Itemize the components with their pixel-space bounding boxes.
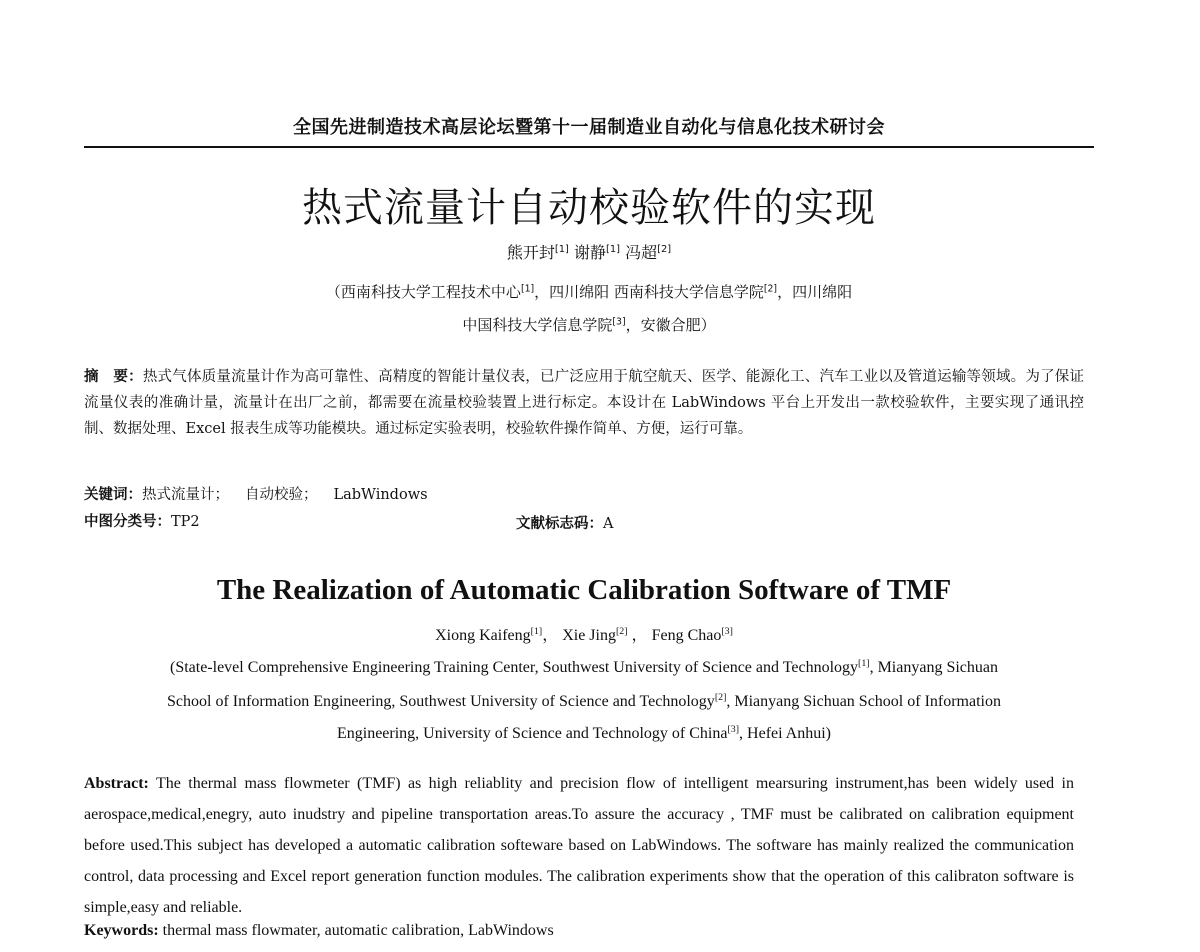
en-authors [84, 622, 1084, 645]
en-author-name: Xiong Kaifeng [435, 627, 531, 644]
cn-author-name: 冯超 [625, 243, 658, 262]
cn-affil-text: ，安徽合肥） [625, 316, 716, 334]
cn-keywords [84, 483, 444, 504]
cn-affiliation-line-2 [84, 314, 1094, 335]
cn-class-label: 中图分类号： [84, 514, 171, 530]
en-author-name: Xie Jing [562, 627, 616, 644]
en-abstract [84, 768, 1074, 923]
cn-author-name: 熊开封 [506, 243, 555, 262]
cn-abstract-text: 热式气体质量流量计作为高可靠性、高精度的智能计量仪表，已广泛应用于航空航天、医学、能源化工、汽车工业以及管道运输等领域。为了保证流量仪表的准确计量，流量计在出厂之前，都需要在流量校验装置上进行标定。本设计在 LabWindows 平台上开发出一款校验软件，主要实现了通讯控制、数据处理、Excel 报表生成等功能模块。通过标定实验表明，校验软件操作简单、方便，运行可靠。 [84, 369, 1085, 437]
cn-affil-text: ，四川绵阳 西南科技大学信息学院 [534, 283, 764, 301]
en-affiliation-line-2 [84, 693, 1084, 711]
en-affil-text: Engineering, University of Science and Technology of China [336, 725, 728, 742]
cn-class-value: TP2 [171, 514, 200, 530]
cn-author-mark: [1] [605, 244, 621, 256]
en-affil-text: , Mianyang Sichuan [869, 659, 998, 676]
cn-authors [84, 240, 1094, 263]
cn-abstract [84, 364, 1084, 442]
en-affil-mark: [1] [858, 658, 870, 670]
en-keywords [84, 922, 554, 940]
en-author-mark: [3] [721, 626, 733, 638]
cn-title: 热式流量计自动校验软件的实现 [302, 185, 876, 231]
cn-keyword: 热式流量计； [142, 487, 229, 503]
cn-keywords-label: 关键词： [84, 487, 142, 503]
en-affiliation-line-1 [84, 659, 1084, 677]
cn-author-mark: [2] [657, 244, 672, 256]
cn-doc-label: 文献标志码： [516, 516, 603, 532]
en-affil-text: (State-level Comprehensive Engineering Training Center, Southwest University of Science and Technology [169, 659, 859, 676]
cn-affil-text: （西南科技大学工程技术中心 [325, 283, 521, 301]
cn-doc-value: A [603, 516, 614, 532]
cn-classification [84, 510, 200, 531]
cn-affil-text: 中国科技大学信息学院 [462, 316, 613, 334]
en-author-mark: [1] [530, 626, 543, 638]
cn-document-code [516, 512, 613, 533]
cn-keyword: LabWindows [333, 487, 428, 503]
cn-author-mark: [1] [554, 244, 569, 256]
en-keywords-label: Keywords: [84, 922, 159, 939]
cn-author-name: 谢静 [573, 243, 606, 262]
en-title: The Realization of Automatic Calibration Software of TMF [216, 574, 952, 606]
en-affil-text: , Hefei Anhui) [739, 725, 832, 742]
header-rule [84, 146, 1094, 148]
en-author-mark: [2] [615, 626, 628, 638]
en-affil-mark: [2] [714, 692, 727, 704]
en-abstract-label: Abstract: [84, 775, 149, 792]
en-author-sep: ， [627, 627, 648, 644]
en-affiliation-line-3 [84, 725, 1084, 743]
cn-affil-mark: [3] [612, 316, 626, 328]
en-affil-text: School of Information Engineering, Southwest University of Science and Technology [167, 693, 715, 710]
conference-header: 全国先进制造技术高层论坛暨第十一届制造业自动化与信息化技术研讨会 [293, 117, 885, 138]
en-keywords-text: thermal mass flowmater, automatic calibration, LabWindows [162, 922, 554, 939]
cn-keyword: 自动校验； [245, 487, 318, 503]
en-abstract-text: The thermal mass flowmeter (TMF) as high reliablity and precision flow of intelligent mearsuring instrument,has been widely used in aerospace,medical,enegry, auto inudstry and pipeline transportation areas.To assure the accuracy , TMF must be calibrated on calibration equipment before used.This subject has developed a automatic calibration softeware based on LabWindows. The software has mainly realized the communication control, data processing and Excel report generation function modules. The calibration experiments show that the operation of this calibraton software is simple,easy and reliable. [84, 775, 1075, 916]
en-author-name: Feng Chao [651, 627, 722, 644]
cn-affil-text: ，四川绵阳 [777, 283, 853, 301]
cn-abstract-label: 摘 要： [84, 369, 143, 385]
en-affil-mark: [3] [727, 724, 740, 736]
cn-affil-mark: [1] [520, 283, 535, 295]
cn-affil-mark: [2] [763, 283, 778, 295]
cn-affiliation-line-1 [84, 281, 1094, 302]
en-author-sep: ， [542, 627, 559, 644]
en-affil-text: , Mianyang Sichuan School of Information [726, 693, 1001, 710]
